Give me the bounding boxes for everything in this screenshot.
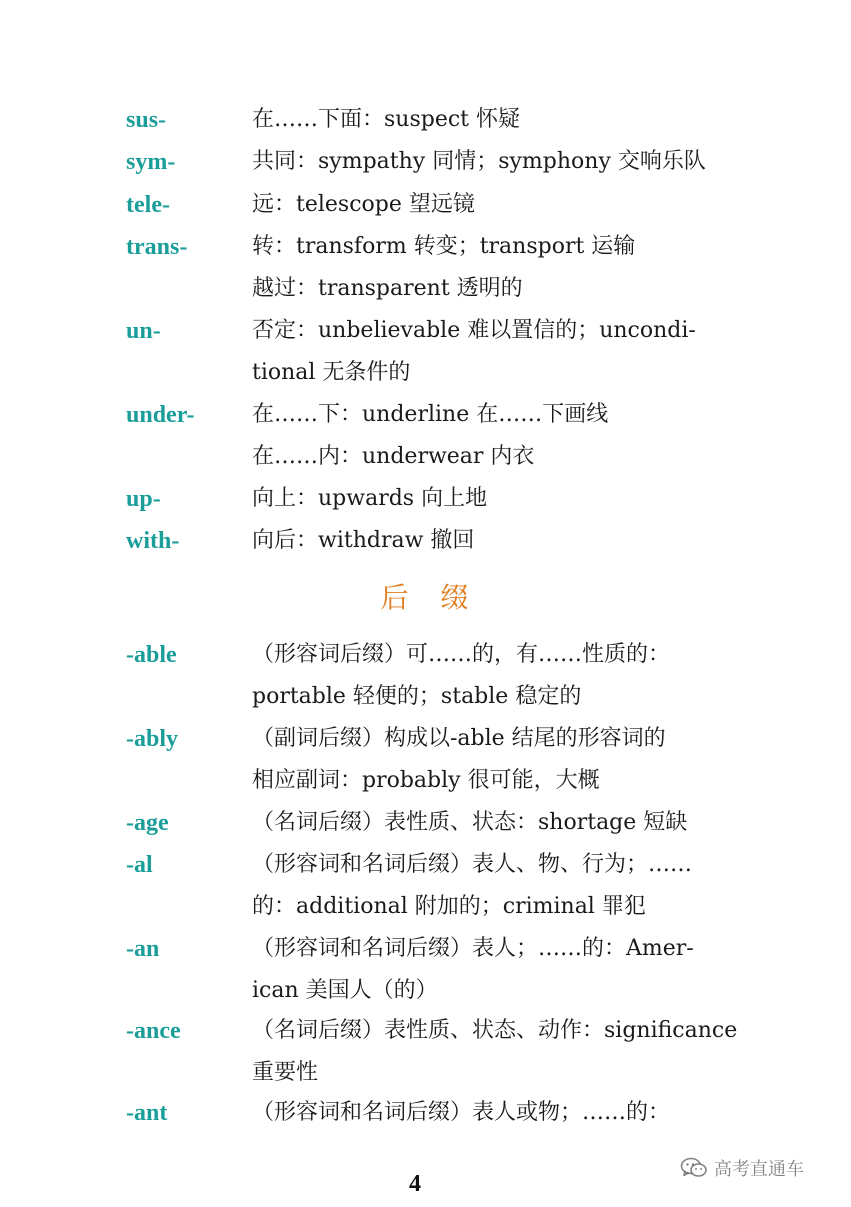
entry-definition: （形容词后缀）可……的，有……性质的：: [252, 642, 671, 667]
entry-row: [0, 844, 851, 886]
entry-term: -able: [126, 642, 177, 668]
entry-row-continuation: [0, 352, 851, 394]
entry-definition: （名词后缀）表性质、状态、动作：significance: [252, 1018, 738, 1043]
entry-definition: （形容词和名词后缀）表人或物；……的：: [252, 1100, 671, 1125]
entry-definition: （副词后缀）构成以-able 结尾的形容词的: [252, 726, 666, 751]
entry-row: [0, 718, 851, 760]
entry-row: [0, 226, 851, 268]
entry-definition: ican 美国人（的）: [252, 978, 438, 1003]
entry-term: -age: [126, 810, 169, 836]
entry-definition: portable 轻便的；stable 稳定的: [252, 684, 582, 709]
entry-term: -ant: [126, 1100, 168, 1126]
entry-row: [0, 1010, 851, 1052]
entry-definition: 转：transform 转变；transport 运输: [252, 234, 636, 259]
entry-row-continuation: [0, 268, 851, 310]
entry-row: [0, 928, 851, 970]
entry-row: [0, 394, 851, 436]
entry-definition: 相应副词：probably 很可能，大概: [252, 768, 600, 793]
entry-term: un-: [126, 318, 161, 344]
entry-row-continuation: [0, 970, 851, 1012]
entry-row: [0, 478, 851, 520]
entry-definition: （形容词和名词后缀）表人、物、行为；……: [252, 852, 693, 877]
entry-definition: 向后：withdraw 撤回: [252, 528, 475, 553]
entry-term: -ance: [126, 1018, 181, 1044]
entry-definition: （名词后缀）表性质、状态：shortage 短缺: [252, 810, 688, 835]
entry-row: [0, 99, 851, 141]
watermark: [680, 1151, 804, 1185]
entry-term: sym-: [126, 149, 176, 175]
entry-definition: 重要性: [252, 1060, 319, 1085]
entry-definition: 否定：unbelievable 难以置信的；uncondi-: [252, 318, 696, 343]
watermark-text: 高考直通车: [714, 1159, 804, 1180]
entry-definition: （形容词和名词后缀）表人；……的：Amer-: [252, 936, 694, 961]
entry-row-continuation: [0, 676, 851, 718]
entry-row: [0, 1092, 851, 1134]
entry-definition: tional 无条件的: [252, 360, 411, 385]
entry-definition: 越过：transparent 透明的: [252, 276, 523, 301]
entry-term: under-: [126, 402, 195, 428]
section-title: 后 缀: [380, 581, 471, 614]
entry-term: tele-: [126, 192, 170, 218]
entry-row: [0, 802, 851, 844]
entry-row-continuation: [0, 1052, 851, 1094]
entry-term: -al: [126, 852, 153, 878]
entry-row-continuation: [0, 760, 851, 802]
entry-term: -an: [126, 936, 160, 962]
entry-definition: 在……下面：suspect 怀疑: [252, 107, 521, 132]
entry-row: [0, 184, 851, 226]
entry-row: [0, 634, 851, 676]
entry-row: [0, 310, 851, 352]
entry-definition: 在……内：underwear 内衣: [252, 444, 535, 469]
entry-definition: 向上：upwards 向上地: [252, 486, 488, 511]
entry-definition: 共同：sympathy 同情；symphony 交响乐队: [252, 149, 706, 174]
entry-row: [0, 141, 851, 183]
entry-row: [0, 520, 851, 562]
wechat-icon: [680, 1156, 708, 1180]
entry-term: trans-: [126, 234, 188, 260]
entry-definition: 的：additional 附加的；criminal 罪犯: [252, 894, 646, 919]
entry-row-continuation: [0, 436, 851, 478]
entry-definition: 远：telescope 望远镜: [252, 192, 475, 217]
page-number: 4: [409, 1171, 421, 1197]
entry-term: up-: [126, 486, 161, 512]
entry-term: with-: [126, 528, 180, 554]
entry-row-continuation: [0, 886, 851, 928]
entry-term: -ably: [126, 726, 179, 752]
entry-definition: 在……下：underline 在……下画线: [252, 402, 609, 427]
entry-term: sus-: [126, 107, 167, 133]
